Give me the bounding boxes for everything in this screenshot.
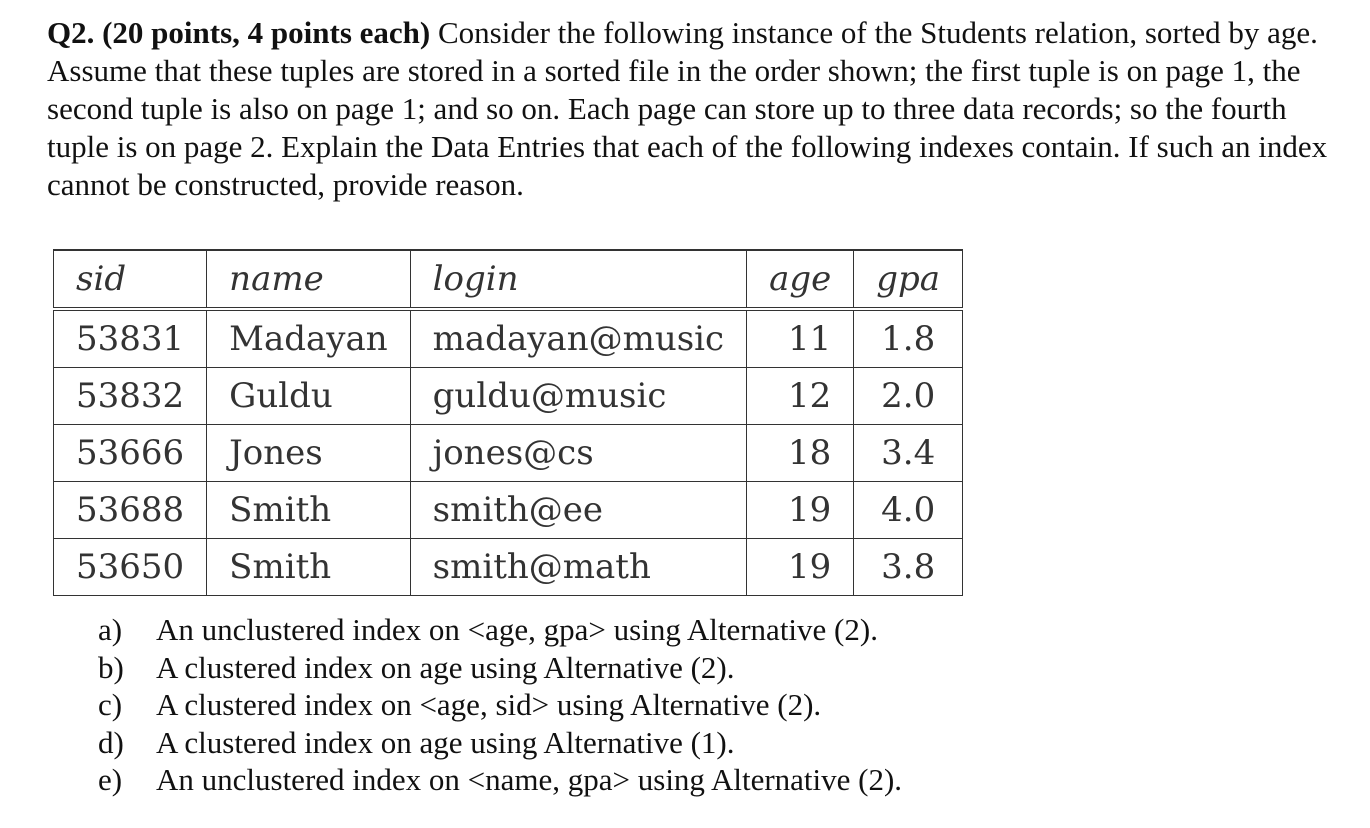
cell-login: jones@cs xyxy=(410,425,746,482)
cell-name: Smith xyxy=(207,482,411,539)
cell-sid: 53650 xyxy=(54,539,207,596)
part-letter: b) xyxy=(98,649,124,685)
table-row xyxy=(54,309,963,368)
header-age: age xyxy=(747,250,854,309)
students-table xyxy=(53,249,963,596)
cell-login: smith@ee xyxy=(410,482,746,539)
question-lead: Q2. (20 points, 4 points each) xyxy=(47,15,431,50)
cell-name: Guldu xyxy=(207,368,411,425)
part-letter: d) xyxy=(98,724,124,760)
list-item xyxy=(98,611,902,649)
cell-sid: 53666 xyxy=(54,425,207,482)
part-text: A clustered index on age using Alternative (1). xyxy=(156,724,735,760)
table-row xyxy=(54,368,963,425)
cell-name: Smith xyxy=(207,539,411,596)
header-name: name xyxy=(207,250,411,309)
cell-name: Jones xyxy=(207,425,411,482)
cell-sid: 53832 xyxy=(54,368,207,425)
table-row xyxy=(54,539,963,596)
header-login: login xyxy=(410,250,746,309)
cell-login: madayan@music xyxy=(410,309,746,368)
cell-age: 19 xyxy=(747,539,854,596)
part-text: A clustered index on age using Alternative (2). xyxy=(156,649,735,685)
list-item xyxy=(98,686,902,724)
question-body: Consider the following instance of the Students relation, sorted by age. Assume that these tuples are stored in a sorted file in the order shown; the first tuple is on page 1, the second tuple is also on page 1; and so on. Each page can store up to three data records; so the fourth tuple is on page 2. Explain the Data Entries that each of the following indexes contain. If such an index cannot be constructed, provide reason. xyxy=(47,15,1328,202)
header-sid: sid xyxy=(54,250,207,309)
cell-gpa: 3.8 xyxy=(854,539,963,596)
cell-gpa: 3.4 xyxy=(854,425,963,482)
header-gpa: gpa xyxy=(854,250,963,309)
cell-age: 18 xyxy=(747,425,854,482)
table-row xyxy=(54,425,963,482)
question-parts-list xyxy=(98,611,902,799)
list-item xyxy=(98,761,902,799)
students-table-wrap xyxy=(53,249,963,596)
cell-gpa: 2.0 xyxy=(854,368,963,425)
cell-age: 11 xyxy=(747,309,854,368)
table-header-row xyxy=(54,250,963,309)
list-item xyxy=(98,724,902,762)
part-letter: e) xyxy=(98,762,123,797)
cell-gpa: 4.0 xyxy=(854,482,963,539)
cell-login: guldu@music xyxy=(410,368,746,425)
cell-age: 12 xyxy=(747,368,854,425)
part-text: An unclustered index on <age, gpa> using Alternative (2). xyxy=(156,612,878,647)
list-item xyxy=(98,649,902,687)
part-text: A clustered index on <age, sid> using Alternative (2). xyxy=(156,687,822,722)
cell-sid: 53688 xyxy=(54,482,207,539)
cell-age: 19 xyxy=(747,482,854,539)
part-letter: a) xyxy=(98,612,123,647)
cell-login: smith@math xyxy=(410,539,746,596)
cell-sid: 53831 xyxy=(54,309,207,368)
table-row xyxy=(54,482,963,539)
part-letter: c) xyxy=(98,687,123,722)
question-text xyxy=(47,14,1347,204)
cell-gpa: 1.8 xyxy=(854,309,963,368)
cell-name: Madayan xyxy=(207,309,411,368)
part-text: An unclustered index on <name, gpa> using Alternative (2). xyxy=(156,762,903,797)
